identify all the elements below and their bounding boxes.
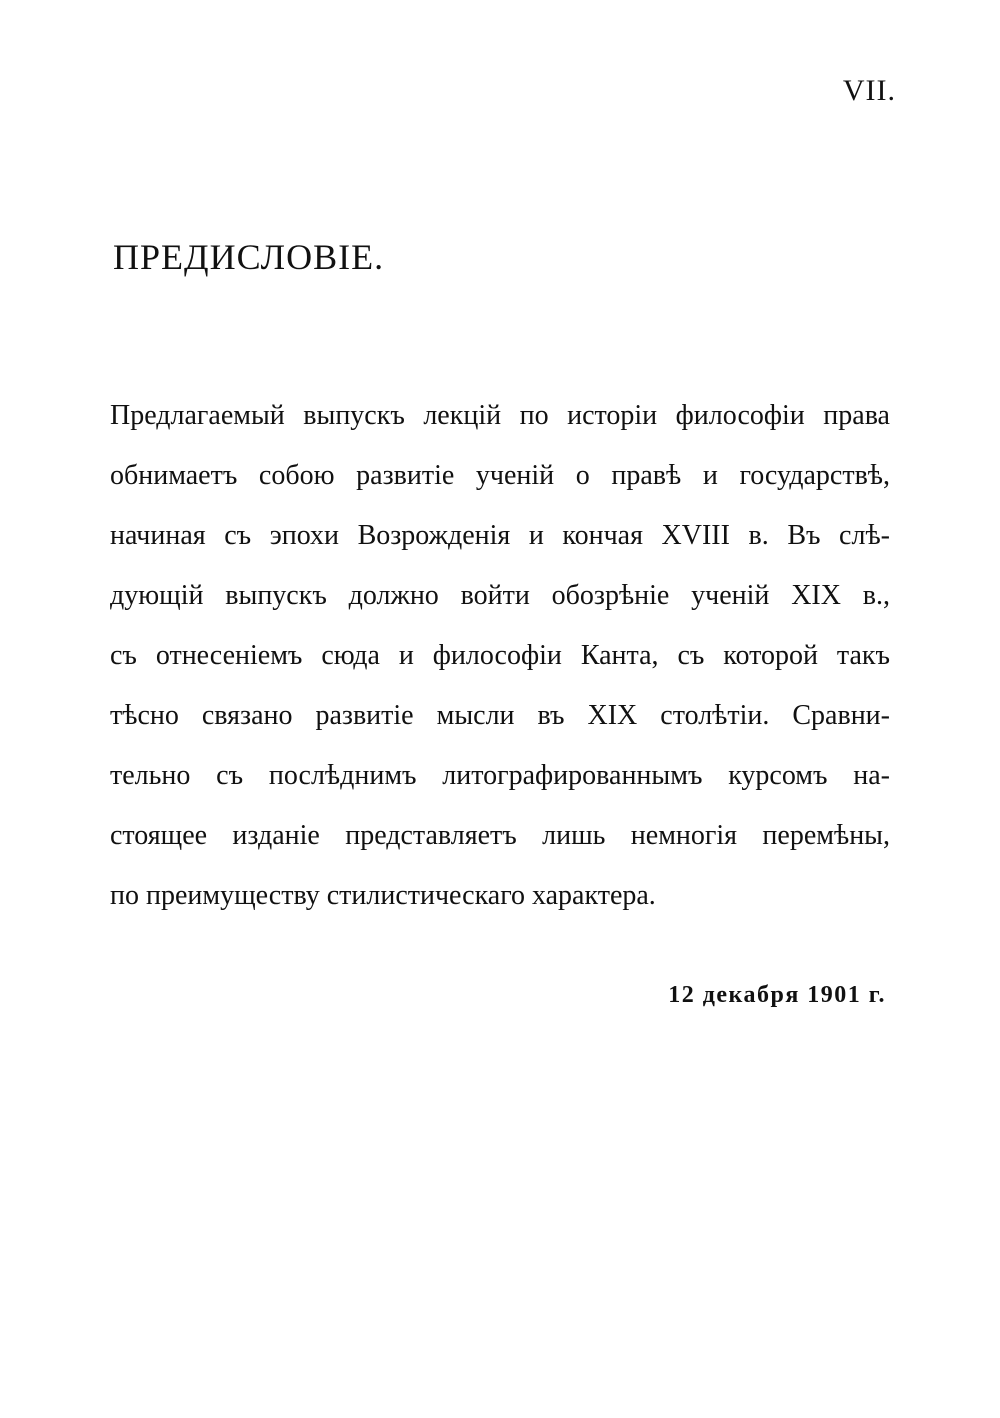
paragraph-line: по преимуществу стилистическаго характера. bbox=[110, 880, 656, 911]
paragraph-line: тѣсно связано развитіе мысли въ XIX столѣтіи. Сравни- bbox=[110, 700, 890, 731]
paragraph-line: начиная съ эпохи Возрожденія и кончая XVIII в. Въ слѣ- bbox=[110, 520, 890, 551]
paragraph-line: дующій выпускъ должно войти обозрѣніе ученій XIX в., bbox=[110, 580, 890, 611]
paragraph-line: Предлагаемый выпускъ лекцій по исторіи философіи права bbox=[110, 400, 890, 431]
page-number: VII. bbox=[842, 74, 896, 107]
page-title: ПРЕДИСЛОВІЕ. bbox=[113, 237, 385, 277]
paragraph-line: тельно съ послѣднимъ литографированнымъ курсомъ на- bbox=[110, 760, 890, 791]
signature-date: 12 декабря 1901 г. bbox=[668, 982, 886, 1008]
paragraph-line: обнимаетъ собою развитіе ученій о правѣ и государствѣ, bbox=[110, 460, 890, 491]
preface-paragraph bbox=[110, 386, 890, 926]
paragraph-line: стоящее изданіе представляетъ лишь немногія перемѣны, bbox=[110, 820, 890, 851]
paragraph-line: съ отнесеніемъ сюда и философіи Канта, съ которой такъ bbox=[110, 640, 890, 671]
